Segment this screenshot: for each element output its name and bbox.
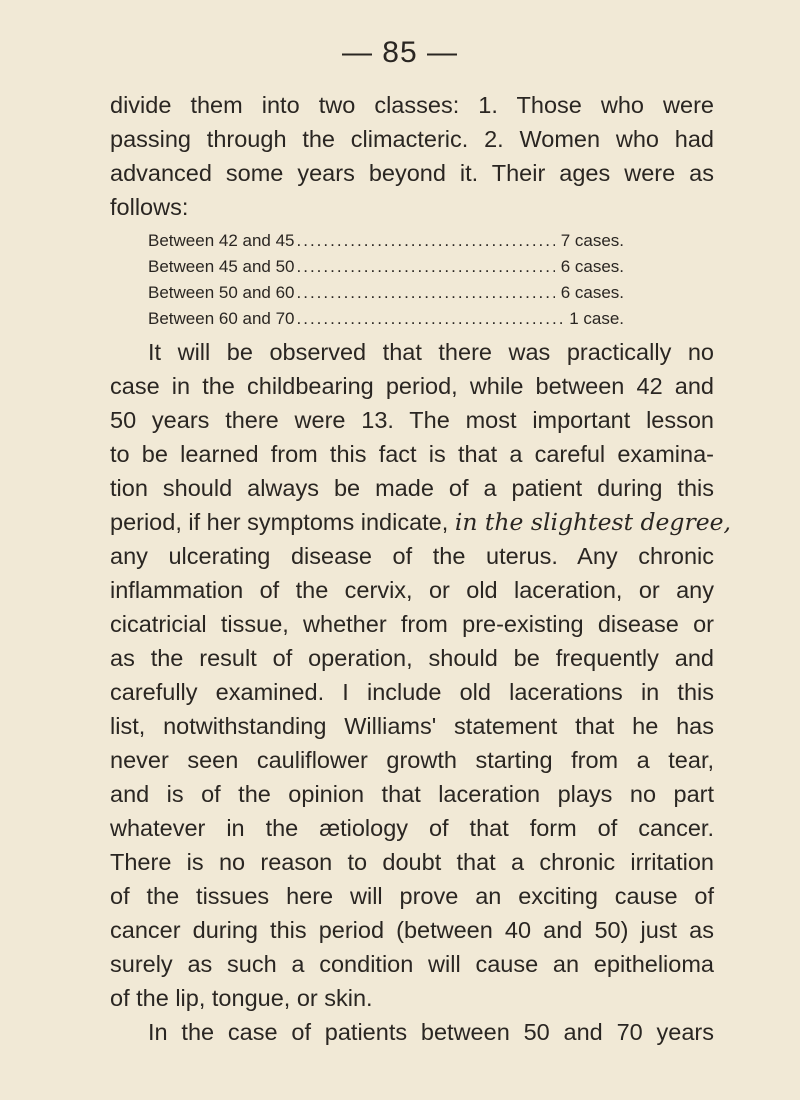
text-line: to be learned from this fact is that a careful examina- — [110, 441, 714, 467]
text-line: carefully examined. I include old lacerations in this — [110, 679, 714, 705]
table-row — [148, 280, 624, 306]
text-span: period, if her symptoms indicate, — [110, 509, 455, 535]
leader-dots — [297, 254, 555, 280]
leader-dots — [297, 306, 564, 332]
table-row — [148, 228, 624, 254]
text-line: 50 years there were 13. The most important lesson — [110, 407, 714, 433]
text-line: and is of the opinion that laceration plays no part — [110, 781, 714, 807]
italic-emphasis: in the slightest degree, — [454, 508, 731, 536]
text-line: case in the childbearing period, while between 42 and — [110, 373, 714, 399]
table-row — [148, 306, 624, 332]
leader-dots — [297, 228, 555, 254]
intro-paragraph — [110, 88, 714, 224]
text-line: advanced some years beyond it. Their ages were as — [110, 160, 714, 186]
text-line: There is no reason to doubt that a chronic irritation — [110, 849, 714, 875]
text-line: follows: — [110, 194, 189, 220]
text-line: of the lip, tongue, or skin. — [110, 985, 373, 1011]
text-line: inflammation of the cervix, or old laceration, or any — [110, 577, 714, 603]
text-line: tion should always be made of a patient during this — [110, 475, 714, 501]
text-line: cicatricial tissue, whether from pre-existing disease or — [110, 611, 714, 637]
case-count: 6 cases. — [560, 283, 624, 302]
age-range: Between 45 and 50 — [148, 257, 295, 276]
text-line: of the tissues here will prove an exciting cause of — [110, 883, 714, 909]
age-range: Between 42 and 45 — [148, 231, 295, 250]
page-number: — 85 — — [341, 36, 459, 69]
text-line: cancer during this period (between 40 and 50) just as — [110, 917, 714, 943]
text-line: passing through the climacteric. 2. Women who had — [110, 126, 714, 152]
table-row — [148, 254, 624, 280]
text-line: divide them into two classes: 1. Those who were — [110, 92, 714, 118]
text-line: as the result of operation, should be frequently and — [110, 645, 714, 671]
case-count: 1 case. — [569, 309, 624, 328]
text-line-with-italic — [110, 505, 731, 539]
text-line: whatever in the ætiology of that form of cancer. — [110, 815, 714, 841]
age-range: Between 60 and 70 — [148, 309, 295, 328]
text-line: surely as such a condition will cause an epithelioma — [110, 951, 714, 977]
age-table — [148, 228, 624, 332]
body-paragraph — [110, 335, 731, 1049]
leader-dots — [297, 280, 555, 306]
age-range: Between 50 and 60 — [148, 283, 295, 302]
case-count: 6 cases. — [560, 257, 624, 276]
text-line: list, notwithstanding Williams' statement that he has — [110, 713, 714, 739]
text-line: never seen cauliflower growth starting from a tear, — [110, 747, 714, 773]
case-count: 7 cases. — [560, 231, 624, 250]
text-line: In the case of patients between 50 and 70 years — [148, 1019, 714, 1045]
text-line: any ulcerating disease of the uterus. Any chronic — [110, 543, 714, 569]
text-line: It will be observed that there was practically no — [148, 339, 714, 365]
